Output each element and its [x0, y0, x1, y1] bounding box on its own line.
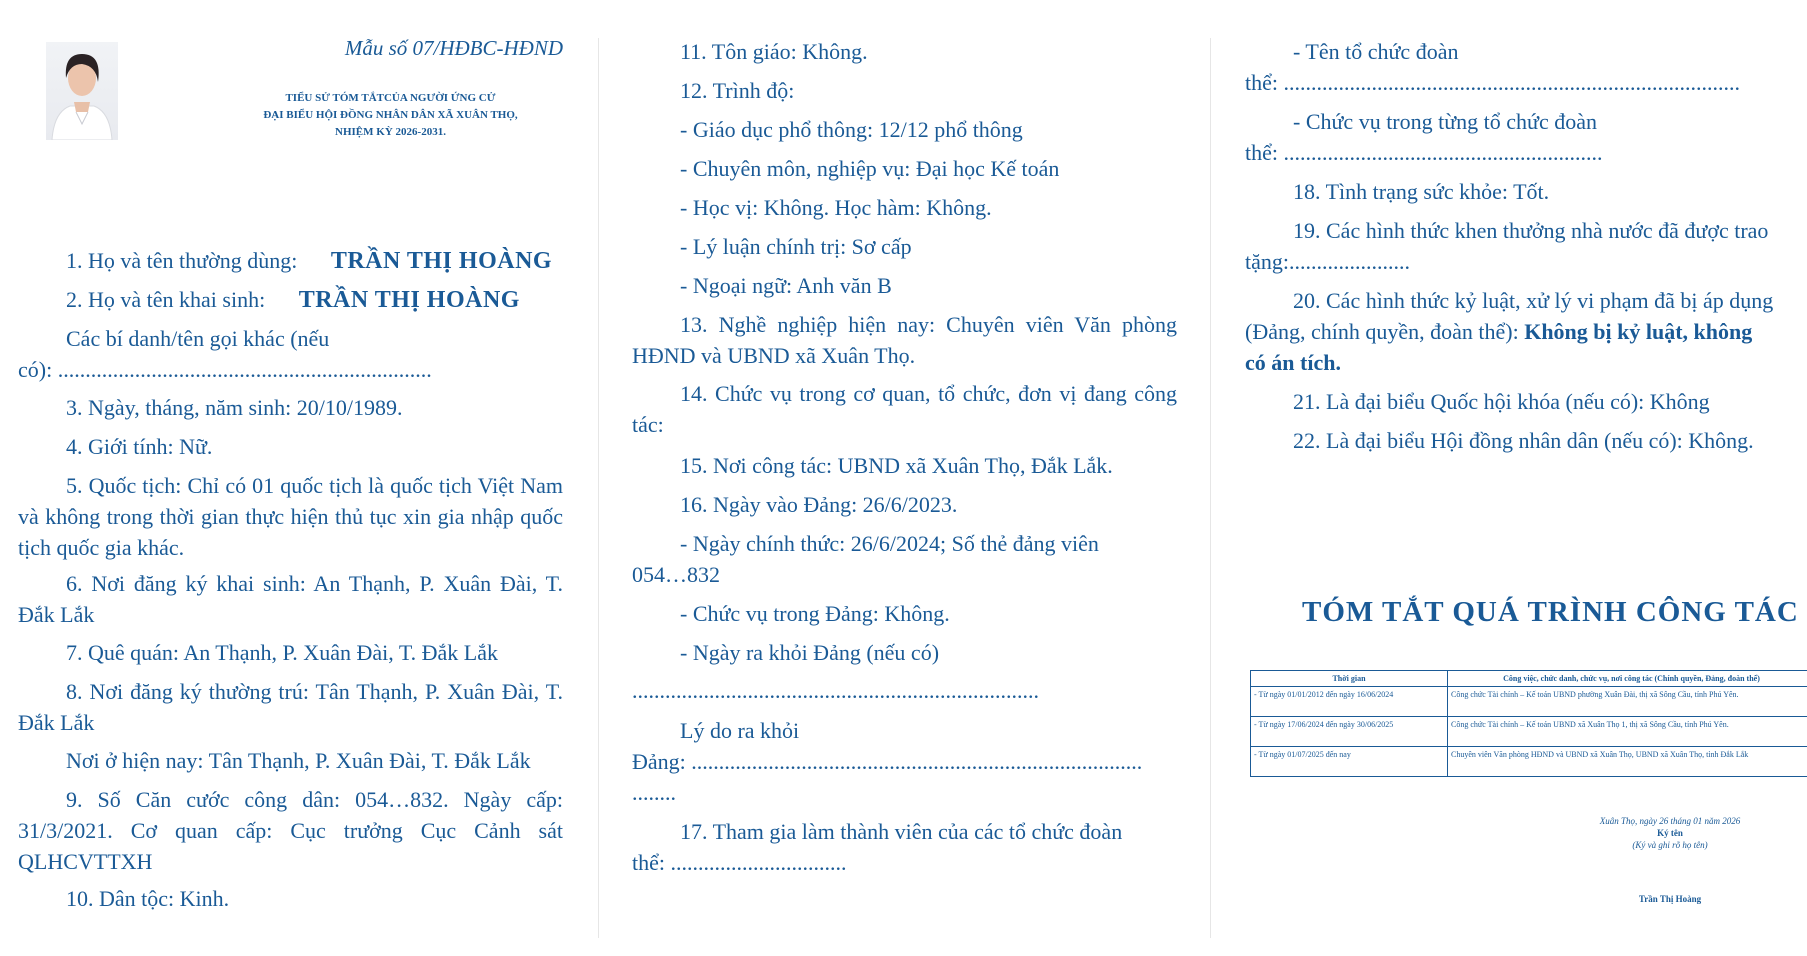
signature-block	[1575, 815, 1765, 905]
field-ethnicity: 10. Dân tộc: Kinh.	[66, 886, 230, 911]
field-edu-major: - Chuyên môn, nghiệp vụ: Đại học Kế toán	[680, 156, 1060, 181]
field-id-card: 9. Số Căn cước công dân: 054…832. Ngày cấp: 31/3/2021. Cơ quan cấp: Cục trưởng Cục Cảnh sát QLHCVTTXH	[18, 787, 563, 874]
portrait-image	[46, 42, 118, 140]
table-header-row	[1251, 671, 1807, 687]
sign-title: Ký tên	[1657, 828, 1683, 838]
field-awards-line-1: 19. Các hình thức khen thưởng nhà nước đã được trao	[1293, 218, 1769, 243]
field-orgs-line-2: thể: ................................	[632, 850, 847, 875]
field-health: 18. Tình trạng sức khỏe: Tốt.	[1293, 179, 1550, 204]
page-column-1	[18, 0, 563, 956]
sign-date: Xuân Thọ, ngày 26 tháng 01 năm 2026	[1599, 816, 1741, 826]
field-party-join: 16. Ngày vào Đảng: 26/6/2023.	[680, 492, 958, 517]
field-party-role: - Chức vụ trong Đảng: Không.	[680, 601, 950, 626]
header-line-2: ĐẠI BIỂU HỘI ĐỒNG NHÂN DÂN XÃ XUÂN THỌ,	[263, 109, 518, 121]
field-religion: 11. Tôn giáo: Không.	[680, 39, 868, 64]
cell-role: Công chức Tài chính – Kế toán UBND xã Xuân Thọ 1, thị xã Sông Cầu, tỉnh Phú Yên.	[1448, 717, 1807, 747]
field-orgs-line-1: 17. Tham gia làm thành viên của các tổ chức đoàn	[680, 819, 1123, 844]
column-header-period: Thời gian	[1251, 671, 1448, 687]
field-org-name-line-1: - Tên tổ chức đoàn	[1293, 39, 1459, 64]
field-na-delegate: 21. Là đại biểu Quốc hội khóa (nếu có): Không	[1293, 389, 1710, 414]
column-divider	[1210, 38, 1211, 938]
field-occupation: 13. Nghề nghiệp hiện nay: Chuyên viên Văn phòng HĐND và UBND xã Xuân Thọ.	[632, 312, 1177, 368]
field-label: 1. Họ và tên thường dùng:	[66, 248, 298, 273]
field-workplace: 15. Nơi công tác: UBND xã Xuân Thọ, Đắk Lắk.	[680, 453, 1113, 478]
field-gender: 4. Giới tính: Nữ.	[66, 434, 213, 459]
field-party-leave-dots: ..........................................................................	[632, 678, 1039, 703]
cell-role: Chuyên viên Văn phòng HĐND và UBND xã Xuân Thọ, UBND xã Xuân Thọ, tỉnh Đắk Lắk	[1448, 747, 1807, 777]
sign-note: (Ký và ghi rõ họ tên)	[1632, 840, 1708, 850]
field-org-role-line-1: - Chức vụ trong từng tổ chức đoàn	[1293, 109, 1597, 134]
cell-period: - Từ ngày 17/06/2024 đến ngày 30/06/2025	[1251, 717, 1448, 747]
field-awards-line-2: tặng:......................	[1245, 249, 1410, 274]
field-birth-name	[18, 284, 520, 316]
document-header	[218, 90, 563, 141]
discipline-scope: (Đảng, chính quyền, đoàn thể):	[1245, 319, 1525, 344]
field-pc-delegate: 22. Là đại biểu Hội đồng nhân dân (nếu có): Không.	[1293, 428, 1754, 453]
candidate-photo	[46, 42, 118, 140]
page-column-3	[1245, 0, 1799, 956]
table-row	[1251, 717, 1807, 747]
field-edu-politics: - Lý luận chính trị: Sơ cấp	[680, 234, 912, 259]
field-label: 2. Họ và tên khai sinh:	[66, 287, 266, 312]
cell-role: Công chức Tài chính – Kế toán UBND phường Xuân Đài, thị xã Sông Cầu, tỉnh Phú Yên.	[1448, 687, 1807, 717]
field-org-role-line-2: thể: ..........................................................	[1245, 140, 1603, 165]
field-leave-reason-line-1: Lý do ra khỏi	[680, 718, 800, 743]
field-party-leave: - Ngày ra khỏi Đảng (nếu có)	[680, 640, 940, 665]
discipline-value: Không bị kỷ luật, không	[1524, 319, 1753, 344]
candidate-name: TRẦN THỊ HOÀNG	[330, 248, 553, 274]
field-hometown: 7. Quê quán: An Thạnh, P. Xuân Đài, T. Đắk Lắk	[66, 640, 498, 665]
page-column-2	[632, 0, 1177, 956]
field-alias-line-1: Các bí danh/tên gọi khác (nếu	[66, 326, 330, 351]
field-discipline-line-1: 20. Các hình thức kỷ luật, xử lý vi phạm đã bị áp dụng	[1293, 288, 1774, 313]
header-line-3: NHIỆM KỲ 2026-2031.	[335, 126, 446, 138]
field-party-official-line-1: - Ngày chính thức: 26/6/2024; Số thẻ đảng viên	[680, 531, 1099, 556]
work-history-title: TÓM TẮT QUÁ TRÌNH CÔNG TÁC	[1302, 596, 1799, 628]
column-header-role: Công việc, chức danh, chức vụ, nơi công tác (Chính quyền, Đảng, đoàn thể)	[1448, 671, 1807, 687]
field-position: 14. Chức vụ trong cơ quan, tổ chức, đơn vị đang công tác:	[632, 381, 1177, 437]
table-row	[1251, 687, 1807, 717]
field-common-name	[18, 245, 552, 277]
field-org-name-line-2: thể: ...................................................................................	[1245, 70, 1740, 95]
field-party-official-line-2: 054…832	[632, 562, 720, 587]
column-divider	[598, 38, 599, 938]
header-line-1: TIỂU SỬ TÓM TẮTCỦA NGƯỜI ỨNG CỬ	[285, 92, 496, 104]
field-leave-reason-line-3: ........	[632, 780, 676, 805]
candidate-birth-name: TRẦN THỊ HOÀNG	[298, 287, 520, 313]
field-discipline-line-2	[1245, 316, 1752, 347]
cell-period: - Từ ngày 01/01/2012 đến ngày 16/06/2024	[1251, 687, 1448, 717]
field-leave-reason-line-2: Đảng: ..................................................................................	[632, 749, 1143, 774]
table-row	[1251, 747, 1807, 777]
field-alias-line-2: có): ....................................................................	[18, 357, 432, 382]
field-birth-registration: 6. Nơi đăng ký khai sinh: An Thạnh, P. Xuân Đài, T. Đắk Lắk	[18, 571, 563, 627]
field-permanent-residence: 8. Nơi đăng ký thường trú: Tân Thạnh, P. Xuân Đài, T. Đắk Lắk	[18, 679, 563, 735]
work-history-table	[1250, 670, 1807, 777]
field-edu-general: - Giáo dục phổ thông: 12/12 phổ thông	[680, 117, 1023, 142]
field-current-residence: Nơi ở hiện nay: Tân Thạnh, P. Xuân Đài, T. Đắk Lắk	[66, 748, 531, 773]
field-edu-degree: - Học vị: Không. Học hàm: Không.	[680, 195, 992, 220]
field-nationality: 5. Quốc tịch: Chỉ có 01 quốc tịch là quốc tịch Việt Nam và không trong thời gian thực hiện thủ tục xin gia nhập quốc tịch quốc gia khác.	[18, 473, 563, 560]
form-code: Mẫu số 07/HĐBC-HĐND	[344, 36, 563, 60]
field-discipline-line-3: có án tích.	[1245, 350, 1341, 375]
field-education: 12. Trình độ:	[680, 78, 795, 103]
signer-name: Trần Thị Hoàng	[1638, 894, 1702, 904]
cell-period: - Từ ngày 01/07/2025 đến nay	[1251, 747, 1448, 777]
field-dob: 3. Ngày, tháng, năm sinh: 20/10/1989.	[66, 395, 403, 420]
field-edu-language: - Ngoại ngữ: Anh văn B	[680, 273, 892, 298]
